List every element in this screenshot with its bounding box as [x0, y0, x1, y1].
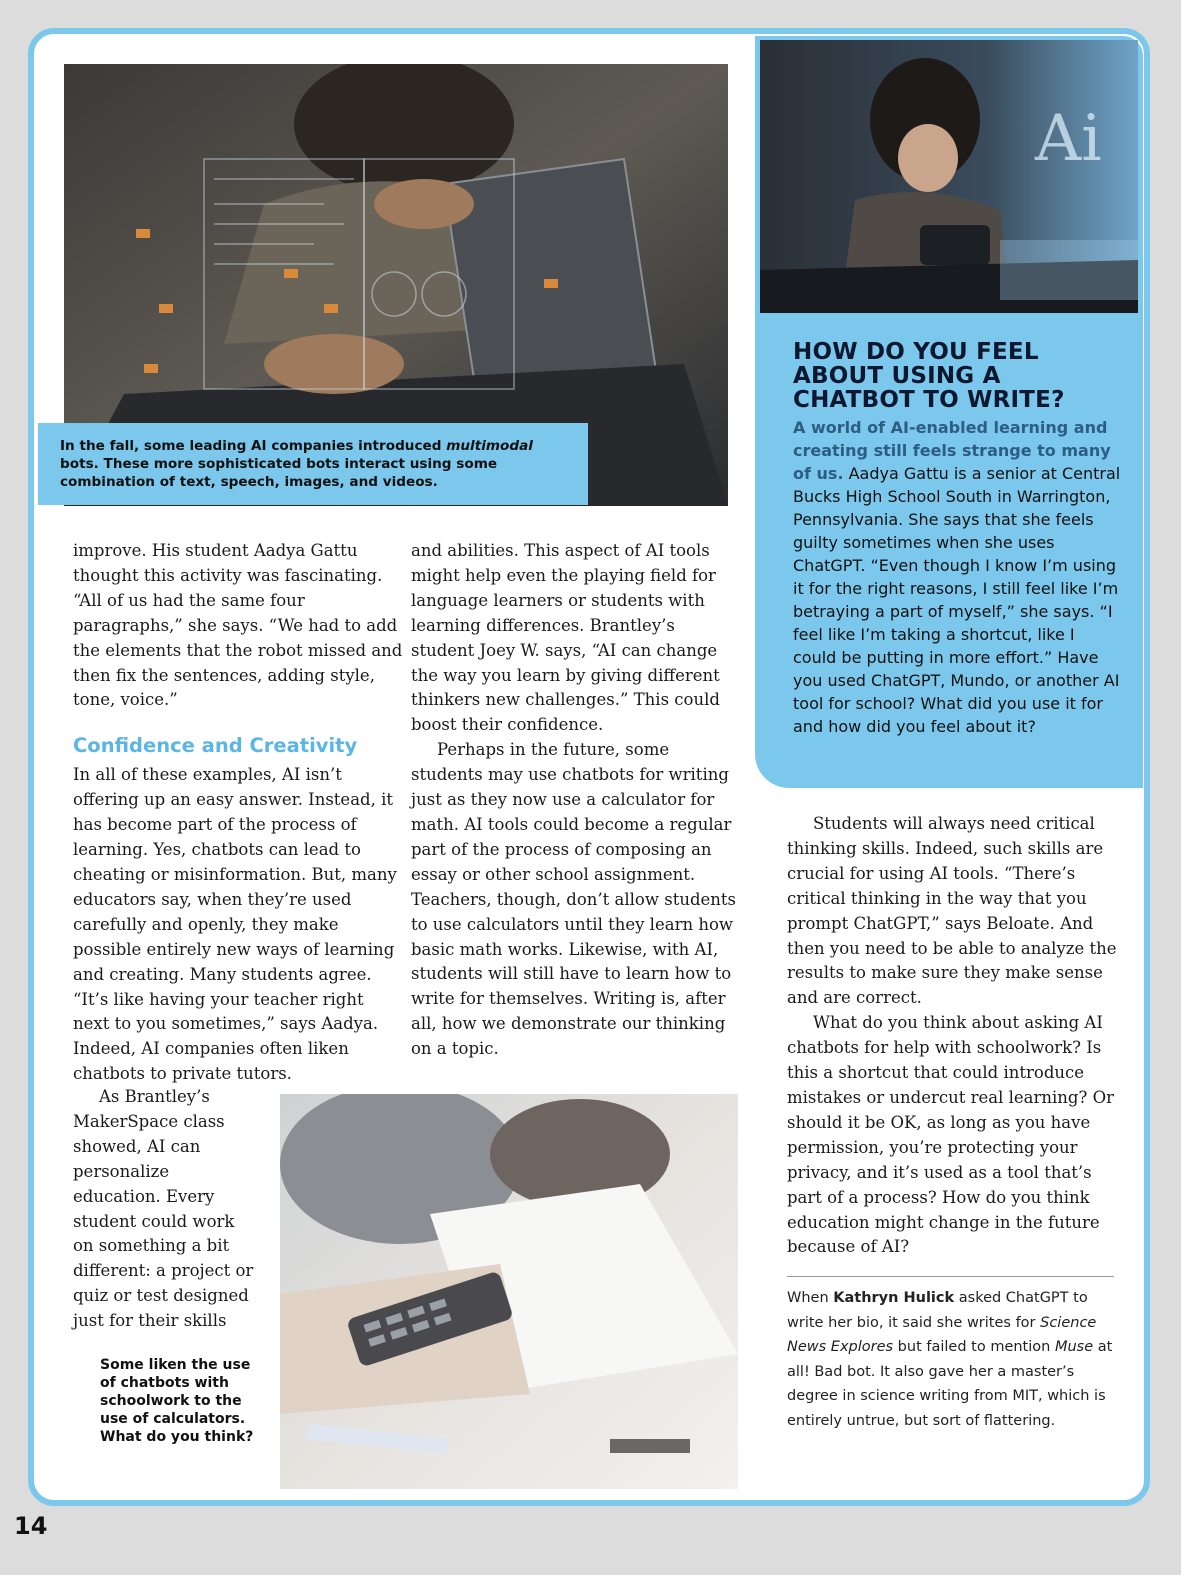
top-photo-caption: In the fall, some leading AI companies introduced multimodal bots. These more sophisticated bots interact using some combination of text, speech, images, and videos.: [38, 423, 588, 505]
column-2: [411, 539, 741, 1062]
girl-with-ai-photo: [760, 40, 1138, 313]
author-bio: When Kathryn Hulick asked ChatGPT to write her bio, it said she writes for Science News Explores but failed to mention Muse at all! Bad bot. It also gave her a master’s degree in science writing from MIT, which is entirely untrue, but sort of flattering.: [787, 1290, 1113, 1429]
sidebar-title: HOW DO YOU FEEL ABOUT USING A CHATBOT TO WRITE?: [793, 339, 1065, 413]
col3-paragraph-1: Students will always need critical thinking skills. Indeed, such skills are crucial for using AI tools. “There’s critical thinking in the way that you prompt ChatGPT,” says Beloate. And then you need to be able to analyze the results to make sure they make sense and are correct.: [787, 814, 1117, 1008]
col2-paragraph-1: and abilities. This aspect of AI tools might help even the playing field for language learners or students with learning differences. Brantley’s student Joey W. says, “AI can change the way you learn by giving different thinkers new challenges.” This could boost their confidence.: [411, 541, 720, 735]
bio-divider: [787, 1276, 1114, 1277]
column-1-continued: [73, 1085, 259, 1334]
author-name: Kathryn Hulick: [833, 1290, 955, 1306]
sidebar-lead: A world of AI-enabled learning and creating still feels strange to many of us.: [793, 418, 1111, 483]
col1-paragraph-2: In all of these examples, AI isn’t offering up an easy answer. Instead, it has become part of the process of learning. Yes, chatbots can lead to cheating or misinformation. But, many educators say, when they’re used carefully and openly, they make possible entirely new ways of learning and creating. Many students agree. “It’s like having your teacher right next to you sometimes,” says Aadya. Indeed, AI companies often liken chatbots to private tutors.: [73, 765, 397, 1084]
sidebar-text: Aadya Gattu is a senior at Central Bucks High School South in Warrington, Pennsylvania. She says that she feels guilty sometimes when she uses ChatGPT. “Even though I know I’m using it for the right reasons, I still feel like I’m betraying a part of myself,” she says. “I feel like I’m taking a shortcut, like I could be putting in more effort.” Have you used ChatGPT, Mundo, or another AI tool for school? What did you use it for and how did you feel about it?: [793, 464, 1121, 736]
sidebar-body: [793, 416, 1123, 738]
col3-paragraph-2: What do you think about asking AI chatbots for help with schoolwork? Is this a shortcut that could introduce mistakes or undercut real learning? Or should it be OK, as long as you have permission, you’re protecting your privacy, and it’s used as a tool that’s part of a process? How do you think education might change in the future because of AI?: [787, 1013, 1114, 1257]
col1-paragraph-1: improve. His student Aadya Gattu thought this activity was fascinating. “All of us had the same four paragraphs,” she says. “We had to add the elements that the robot missed and then fix the sentences, adding style, tone, voice.”: [73, 541, 403, 710]
column-3: [787, 812, 1117, 1260]
col2-paragraph-2: Perhaps in the future, some students may use chatbots for writing just as they now use a calculator for math. AI tools could become a regular part of the process of composing an essay or other school assignment. Teachers, though, don’t allow students to use calculators until they learn how basic math works. Likewise, with AI, students will still have to learn how to write for themselves. Writing is, after all, how we demonstrate our thinking on a topic.: [411, 740, 737, 1059]
calculator-homework-photo: [280, 1094, 738, 1489]
page-number: 14: [14, 1512, 48, 1540]
bottom-photo-caption: Some liken the use of chatbots with schoolwork to the use of calculators. What do you think?: [100, 1357, 254, 1445]
section-heading: Confidence and Creativity: [73, 734, 358, 758]
column-1: [73, 539, 403, 1087]
ai-overlay-text: Ai: [1035, 102, 1102, 176]
col1-paragraph-3: As Brantley’s MakerSpace class showed, AI can personalize education. Every student could work on something a bit different: a project or quiz or test designed just for their skills: [73, 1087, 254, 1331]
